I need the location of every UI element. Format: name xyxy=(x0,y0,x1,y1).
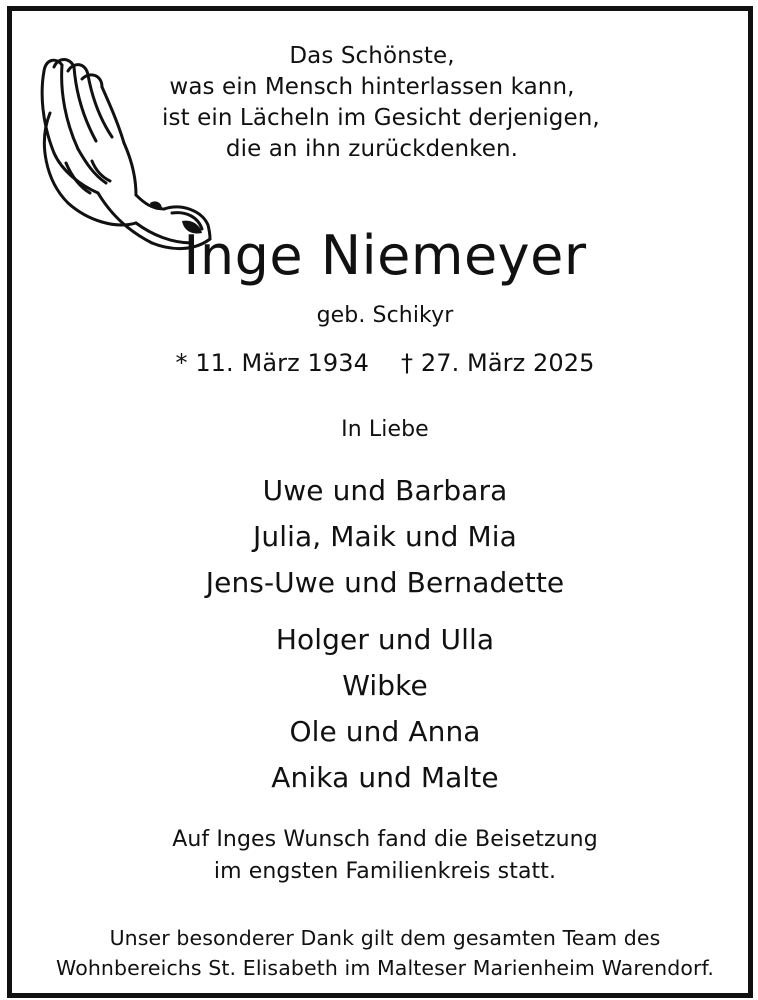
poem-line: was ein Mensch hinterlassen kann, xyxy=(169,74,575,100)
obituary-frame xyxy=(7,6,753,998)
family-member: Uwe und Barbara xyxy=(262,474,508,507)
life-dates xyxy=(12,348,758,378)
birth-date: * 11. März 1934 xyxy=(175,349,369,377)
family-member: Julia, Maik und Mia xyxy=(253,520,517,553)
family-group-2 xyxy=(12,617,758,801)
burial-line: im engsten Familienkreis statt. xyxy=(213,859,557,884)
family-member: Wibke xyxy=(342,669,428,702)
thanks-line: Wohnbereichs St. Elisabeth im Malteser Marienheim Warendorf. xyxy=(56,956,714,980)
family-member: Ole und Anna xyxy=(289,715,481,748)
family-group-1 xyxy=(12,468,758,606)
poem-line: Das Schönste, xyxy=(289,43,455,69)
in-love-label: In Liebe xyxy=(341,417,429,442)
memorial-poem xyxy=(162,41,600,165)
thanks-note xyxy=(12,923,758,983)
poem-line: die an ihn zurückdenken. xyxy=(225,136,519,162)
family-member: Anika und Malte xyxy=(271,761,499,794)
family-member: Holger und Ulla xyxy=(275,623,495,656)
poem-line: ist ein Lächeln im Gesicht derjenigen, xyxy=(162,105,600,131)
deceased-name: Inge Niemeyer xyxy=(183,224,587,287)
family-member: Jens-Uwe und Bernadette xyxy=(205,566,565,599)
burial-notice xyxy=(12,824,758,888)
maiden-name: geb. Schikyr xyxy=(316,303,454,328)
burial-line: Auf Inges Wunsch fand die Beisetzung xyxy=(172,827,598,852)
thanks-line: Unser besonderer Dank gilt dem gesamten Team des xyxy=(109,926,661,950)
death-date: † 27. März 2025 xyxy=(401,349,595,377)
